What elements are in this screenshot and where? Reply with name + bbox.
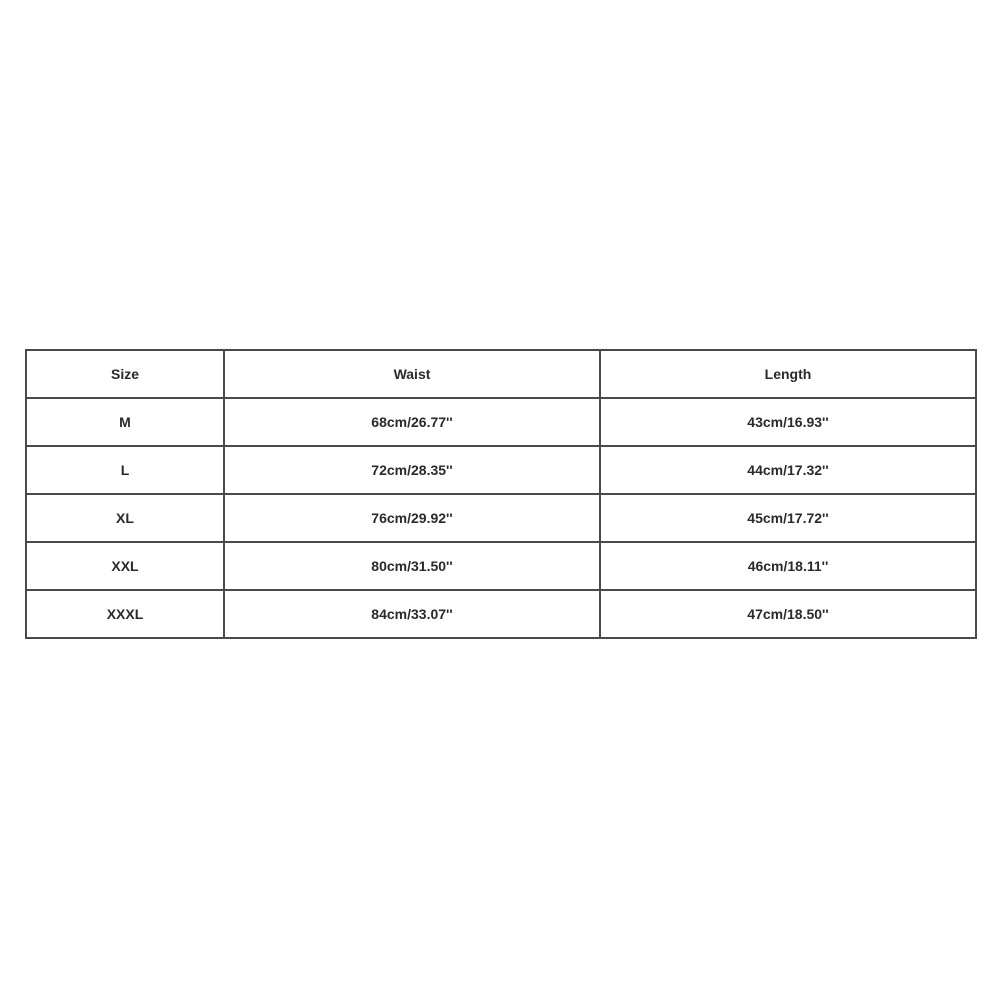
waist-cell: 72cm/28.35'' <box>224 446 600 494</box>
table-row <box>26 590 976 638</box>
length-cell: 47cm/18.50'' <box>600 590 976 638</box>
waist-cell: 76cm/29.92'' <box>224 494 600 542</box>
length-cell: 46cm/18.11'' <box>600 542 976 590</box>
table-row <box>26 398 976 446</box>
waist-cell: 80cm/31.50'' <box>224 542 600 590</box>
waist-cell: 84cm/33.07'' <box>224 590 600 638</box>
length-cell: 43cm/16.93'' <box>600 398 976 446</box>
header-cell-waist: Waist <box>224 350 600 398</box>
table-row <box>26 542 976 590</box>
size-cell: XXXL <box>26 590 224 638</box>
size-cell: XXL <box>26 542 224 590</box>
length-cell: 44cm/17.32'' <box>600 446 976 494</box>
table-row <box>26 446 976 494</box>
table-header-row <box>26 350 976 398</box>
header-cell-length: Length <box>600 350 976 398</box>
size-cell: L <box>26 446 224 494</box>
size-cell: M <box>26 398 224 446</box>
waist-cell: 68cm/26.77'' <box>224 398 600 446</box>
size-cell: XL <box>26 494 224 542</box>
size-chart-table <box>25 349 977 639</box>
length-cell: 45cm/17.72'' <box>600 494 976 542</box>
table-row <box>26 494 976 542</box>
header-cell-size: Size <box>26 350 224 398</box>
